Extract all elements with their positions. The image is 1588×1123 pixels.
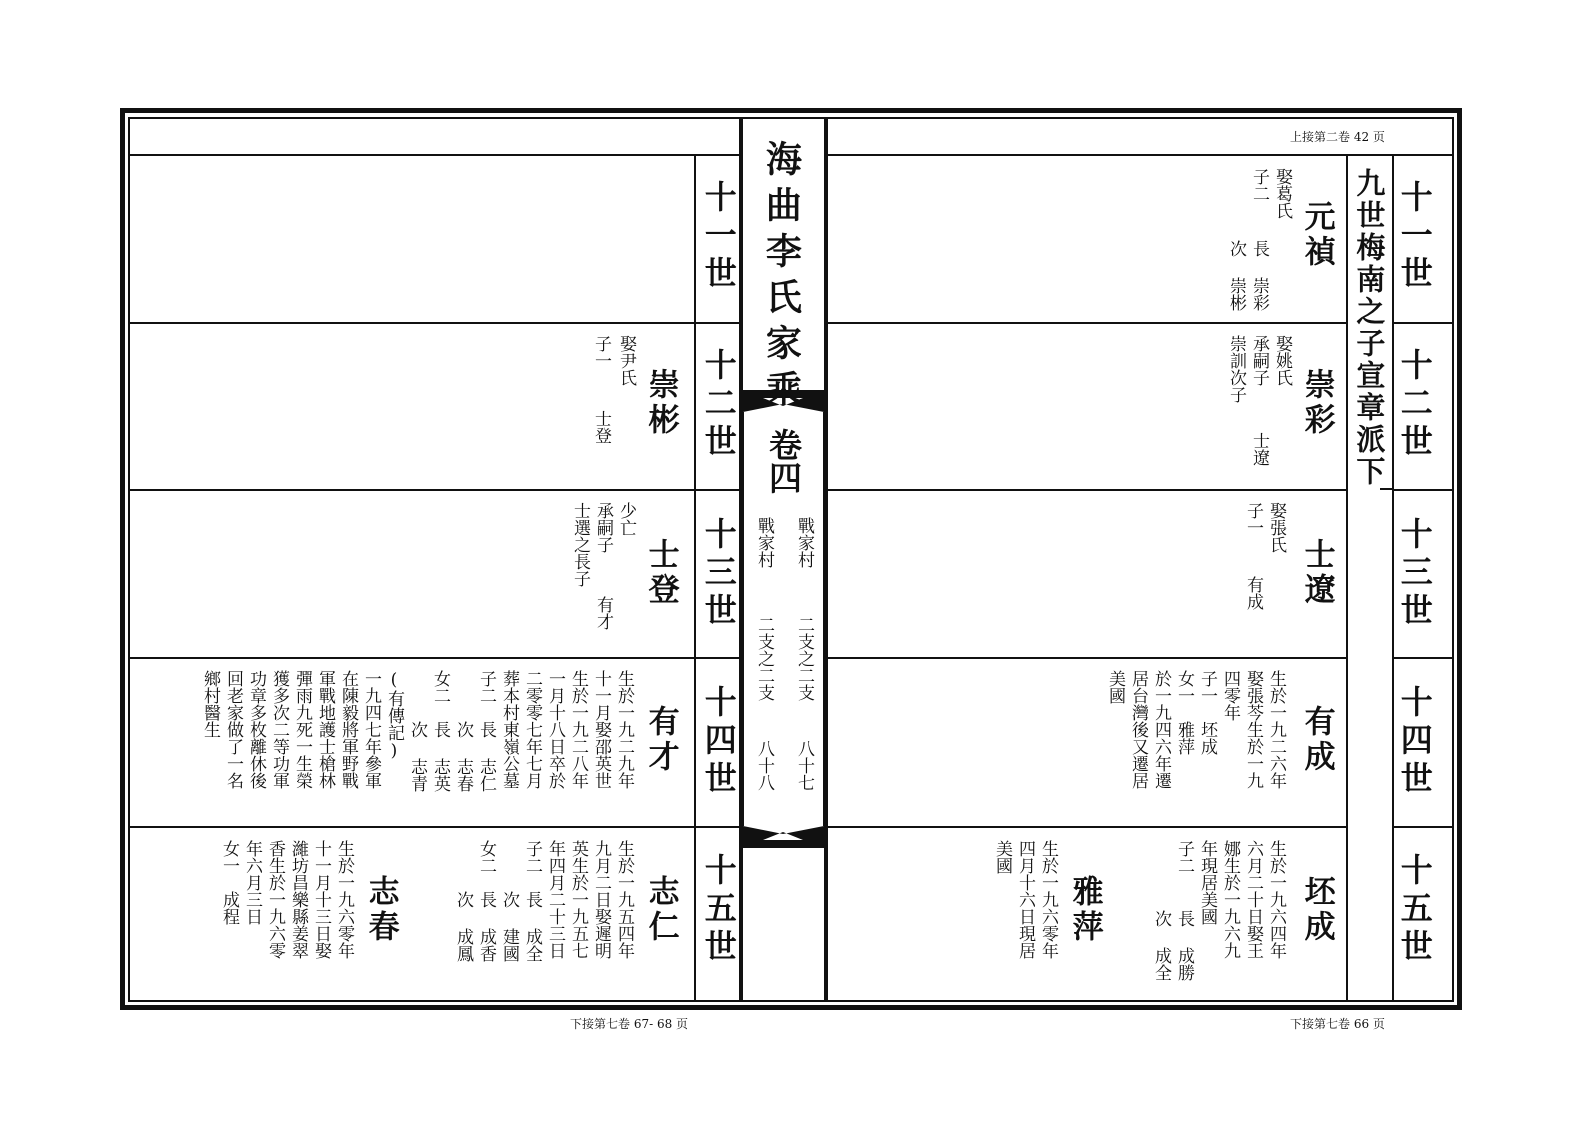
spine-rule-right (824, 117, 828, 1002)
row-rule (826, 657, 1346, 659)
person-biography: 軍戰地護士槍林 (315, 670, 335, 789)
branch-title: 九世梅南之子宣章派下 (1352, 168, 1387, 488)
person-name: 志春 (362, 875, 399, 945)
volume-label: 卷四 (763, 428, 803, 494)
generation-label: 十五世 (699, 853, 738, 967)
person-detail: 次 志春 (453, 670, 473, 792)
person-detail: 子二 (1249, 168, 1269, 202)
person-detail: 少亡 (616, 502, 636, 536)
person-detail: 女一 雅萍 (1174, 670, 1194, 755)
person-detail: 生於一九六零年 (334, 840, 354, 959)
person-detail: 娶尹氏 (616, 335, 636, 386)
person-name: 雅萍 (1066, 875, 1103, 945)
person-son: 士遼 (1249, 432, 1269, 466)
person-name: 士登 (642, 538, 679, 608)
generation-label: 十二世 (1395, 348, 1434, 462)
person-detail: 生於一九五四年 (614, 840, 634, 959)
person-detail: 次 成全 (1151, 910, 1171, 981)
person-detail: 士選之長子 (570, 502, 590, 587)
person-detail: 長 成勝 (1174, 910, 1194, 981)
person-detail: 子一 坯成 (1197, 670, 1217, 755)
generation-label: 十三世 (699, 517, 738, 631)
person-biography: 功章多枚離休後 (246, 670, 266, 789)
person-detail: 香生於一九六零 (265, 840, 285, 959)
person-detail: 承嗣子 (1249, 335, 1269, 386)
person-son: 有成 (1243, 576, 1263, 610)
header-continue-note: 上接第二卷 42 页 (1290, 130, 1385, 144)
person-detail: 居台灣後又遷居 (1128, 670, 1148, 789)
row-rule (1393, 489, 1452, 491)
person-name: 坯成 (1298, 875, 1335, 945)
generation-label: 十四世 (699, 685, 738, 799)
spine-page-number: 八十七 (794, 740, 814, 791)
row-rule (1393, 322, 1452, 324)
person-detail: 女二 長 志英 (430, 670, 450, 792)
person-biography: (有傳記) (384, 670, 404, 761)
person-detail: 女一 成程 (219, 840, 239, 925)
row-rule (826, 322, 1346, 324)
row-rule (128, 826, 740, 828)
person-detail: 九月二日娶遲明 (591, 840, 611, 959)
person-biography: 獲多次二等功軍 (269, 670, 289, 789)
person-name: 有才 (642, 705, 679, 775)
person-detail: 子一 (591, 335, 611, 369)
person-name: 崇彬 (642, 368, 679, 438)
person-detail: 子二 長 成全 (522, 840, 542, 962)
person-detail: 次 志青 (407, 670, 427, 792)
spine-band-bottom (743, 840, 824, 848)
spine-village: 戰家村 (794, 517, 814, 568)
row-rule (128, 489, 740, 491)
person-detail: 濰坊昌樂縣姜翠 (288, 840, 308, 959)
person-detail: 英生於一九五七 (568, 840, 588, 959)
person-detail: 年四月二十三日 (545, 840, 565, 959)
person-detail: 四月十六日現居 (1015, 840, 1035, 959)
person-detail: 四零年 (1220, 670, 1240, 721)
gen-column-rule (694, 154, 696, 1002)
person-detail: 崇訓次子 (1226, 335, 1246, 403)
spine-branch: 二支之二支 (794, 616, 814, 701)
person-biography: 一九四七年參軍 (361, 670, 381, 789)
person-biography: 彈雨九死一生榮 (292, 670, 312, 789)
person-detail: 十一月娶邵英世 (591, 670, 611, 789)
person-son: 士登 (591, 410, 611, 444)
person-detail: 十一月十三日娶 (311, 840, 331, 959)
person-detail: 子一 (1243, 502, 1263, 536)
gen-column-rule (1392, 154, 1394, 1002)
book-title: 海曲李氏家乘 (760, 140, 803, 416)
spine-village: 戰家村 (754, 517, 774, 568)
person-detail: 長 崇彩 (1249, 240, 1269, 311)
generation-label: 十三世 (1395, 517, 1434, 631)
person-detail: 娶張芩生於一九 (1243, 670, 1263, 789)
person-name: 元禎 (1298, 200, 1335, 270)
person-detail: 承嗣子 (593, 502, 613, 553)
generation-label: 十二世 (699, 348, 738, 462)
person-detail: 二零零七年七月 (522, 670, 542, 789)
person-detail: 一月十八日卒於 (545, 670, 565, 789)
person-detail: 年現居美國 (1197, 840, 1217, 925)
person-biography: 回老家做了一名 (223, 670, 243, 789)
generation-label: 十四世 (1395, 685, 1434, 799)
person-detail: 娶張氏 (1266, 502, 1286, 553)
person-detail: 美國 (1105, 670, 1125, 704)
person-detail: 美國 (992, 840, 1012, 874)
person-biography: 鄉村醫生 (200, 670, 220, 738)
person-detail: 生於一九六零年 (1038, 840, 1058, 959)
footer-continue-note-right: 下接第七卷 66 页 (1290, 1017, 1385, 1031)
person-detail: 年六月三日 (242, 840, 262, 925)
generation-label: 十五世 (1395, 853, 1434, 967)
spine-branch: 二支之二支 (754, 616, 774, 701)
person-son: 有才 (593, 596, 613, 630)
person-detail: 六月二十日娶王 (1243, 840, 1263, 959)
header-rule-right (826, 154, 1452, 156)
person-detail: 生於一九六四年 (1266, 840, 1286, 959)
generation-label: 十一世 (1395, 180, 1434, 294)
person-detail: 子二 (1174, 840, 1194, 874)
footer-continue-note-left: 下接第七卷 67- 68 页 (570, 1017, 689, 1031)
person-name: 士遼 (1298, 538, 1335, 608)
person-biography: 在陳毅將軍野戰 (338, 670, 358, 789)
person-detail: 次 建國 (499, 840, 519, 962)
spine-page-number: 八十八 (754, 740, 774, 791)
branch-column-rule (1346, 154, 1348, 1002)
generation-label: 十一世 (699, 180, 738, 294)
row-rule (128, 322, 740, 324)
person-detail: 娜生於一九六九 (1220, 840, 1240, 959)
person-detail: 次 成鳳 (453, 840, 473, 962)
person-detail: 生於一九二六年 (1266, 670, 1286, 789)
header-rule-left (128, 154, 740, 156)
row-rule (1393, 657, 1452, 659)
row-rule (826, 489, 1346, 491)
person-detail: 次 崇彬 (1226, 240, 1246, 311)
person-detail: 子二 長 志仁 (476, 670, 496, 792)
person-name: 有成 (1298, 705, 1335, 775)
row-rule (826, 826, 1346, 828)
person-detail: 女二 長 成香 (476, 840, 496, 962)
person-detail: 娶葛氏 (1272, 168, 1292, 219)
row-rule (128, 657, 740, 659)
person-name: 崇彩 (1298, 368, 1335, 438)
person-detail: 娶姚氏 (1272, 335, 1292, 386)
person-detail: 葬本村東嶺公墓 (499, 670, 519, 789)
person-name: 志仁 (642, 875, 679, 945)
person-detail: 於一九四六年遷 (1151, 670, 1171, 789)
person-detail: 生於一九二八年 (568, 670, 588, 789)
person-detail: 生於一九二九年 (614, 670, 634, 789)
row-rule (1393, 826, 1452, 828)
